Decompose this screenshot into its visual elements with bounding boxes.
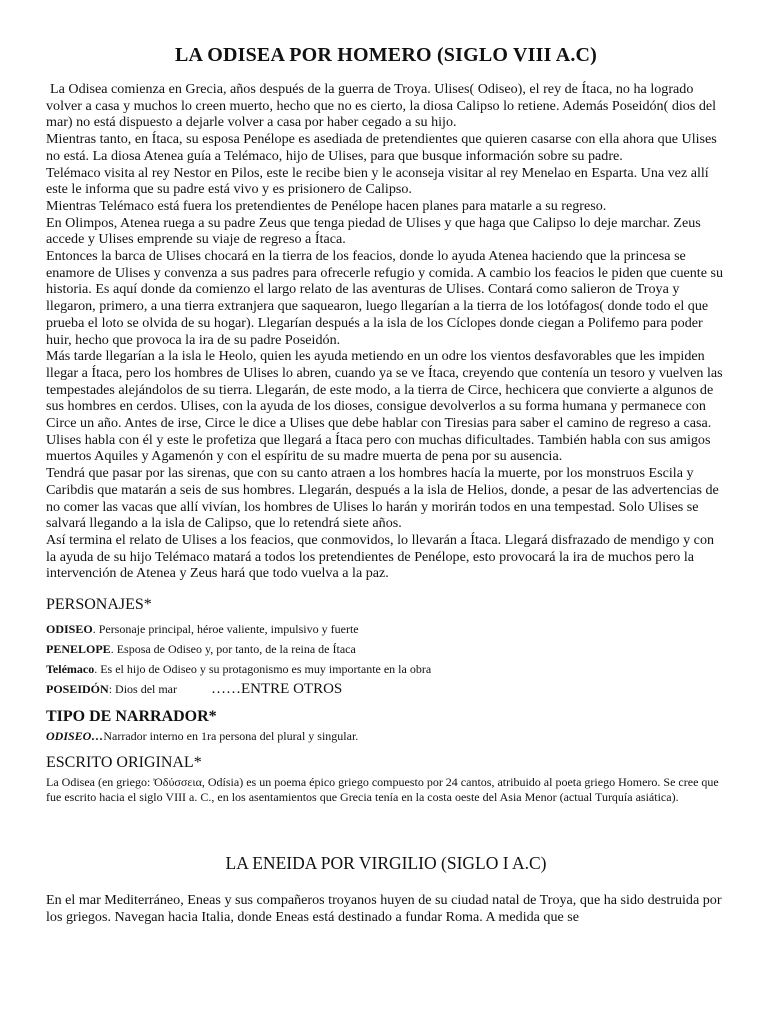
personaje-desc: . Es el hijo de Odiseo y su protagonismo es muy importante en la obra [94, 662, 432, 677]
personaje-item [46, 620, 726, 638]
paragraph: En el mar Mediterráneo, Eneas y sus compañeros troyanos huyen de su ciudad natal de Troya, que ha sido destruida por los griegos. Navegan hacia Italia, donde Eneas está destinado a fundar Roma. A medida que se [46, 892, 722, 925]
paragraph: En Olimpos, Atenea ruega a su padre Zeus que tenga piedad de Ulises y que haga que Calipso lo deje marchar. Zeus accede y Ulises emprende su viaje de regreso a Ítaca. [46, 214, 701, 248]
personajes-list [46, 620, 726, 698]
personaje-desc: : Dios del mar [108, 682, 178, 697]
paragraph: Mientras Telémaco está fuera los pretendientes de Penélope hacen planes para matarle a su regreso. [46, 197, 607, 214]
personaje-item [46, 680, 726, 698]
paragraph: Mientras tanto, en Ítaca, su esposa Penélope es asediada de pretendientes que quieren casarse con ella ahora que Ulises no está. La diosa Atenea guía a Telémaco, hijo de Ulises, para que busque información sobre su padre. [46, 131, 717, 164]
personaje-name: POSEIDÓN [46, 682, 109, 697]
personaje-name: PENELOPE [46, 642, 111, 657]
narrador-name: ODISEO… [46, 729, 104, 744]
paragraph: Telémaco visita al rey Nestor en Pilos, este le recibe bien y le aconseja visitar al rey Menelao en Esparta. Una vez allí este le informa que su padre está vivo y es prisionero de Calipso. [46, 164, 709, 198]
page-title: LA ODISEA POR HOMERO (SIGLO VIII A.C) [174, 44, 598, 66]
eneida-summary [46, 892, 726, 925]
paragraph: Más tarde llegarían a la isla le Heolo, quien les ayuda metiendo en un odre los vientos desfavorables que les impiden llegar a Ítaca, pero los hombres de Ulises lo abren, cuando ya se ve Ítaca, creyendo que contenía un tesoro y vuelven las tempestades alejándolos de su tierra. Llegarán, de este modo, a la tierra de Circe, hechicera que convierte a algunos de sus hombres en cerdos. Ulises, con la ayuda de los dioses, consigue devolverlos a su forma humana y permanece con Circe un año. Antes de irse, Circe le dice a Ulises que debe hablar con Tiresias para saber el camino de regreso a casa. Ulises habla con él y este le profetiza que llegará a Ítaca pero con muchas dificultades. También habla con sus amigos muertos Aquiles y Agamenón y con el espíritu de su madre muerta de pena por su ausencia. [46, 348, 723, 465]
personajes-heading: PERSONAJES* [46, 596, 152, 614]
personaje-item [46, 640, 726, 658]
personaje-item [46, 660, 726, 678]
narrador-heading: TIPO DE NARRADOR* [46, 708, 217, 726]
escrito-heading: ESCRITO ORIGINAL* [46, 754, 202, 772]
document-page [46, 44, 726, 926]
narrador-desc: Narrador interno en 1ra persona del plural y singular. [103, 729, 359, 744]
entre-otros-note: ……ENTRE OTROS [211, 681, 343, 698]
paragraph: La Odisea comienza en Grecia, años después de la guerra de Troya. Ulises( Odiseo), el rey de Ítaca, no ha logrado volver a casa y muchos lo creen muerto, hecho que no es cierto, la diosa Calipso lo retiene. Además Poseidón( dios del mar) no está dispuesto a dejarle volver a casa por haber cegado a su hijo. [46, 81, 717, 131]
personaje-desc: . Personaje principal, héroe valiente, impulsivo y fuerte [92, 622, 359, 637]
paragraph: Entonces la barca de Ulises chocará en la tierra de los feacios, donde lo ayuda Atenea haciendo que la princesa se enamore de Ulises y convenza a sus padres para ofrecerle refugio y comida. A cambio los feacios le piden que cuente su historia. Es aquí donde da comienzo el largo relato de las aventuras de Ulises. Contará como salieron de Troya y llegaron, primero, a una tierra extranjera que saquearon, luego llegarían a la tierra de los lotófagos( donde todo el que prueba el loto se olvida de su hogar). Llegarían después a la isla de los Cíclopes donde ciegan a Polifemo para poder huir, hecho que provoca la ira de su padre Poseidón. [46, 248, 724, 348]
paragraph: Así termina el relato de Ulises a los feacios, que conmovidos, lo llevarán a Ítaca. Llegará disfrazado de mendigo y con la ayuda de su hijo Telémaco matará a todos los pretendientes de Penélope, esto provocará la ira de muchos pero la intervención de Atenea y Zeus hará que todo vuelva a la paz. [46, 531, 715, 582]
odisea-summary [46, 81, 726, 582]
escrito-text: La Odisea (en griego: Ὀδύσσεια, Odísia) es un poema épico griego compuesto por 24 cantos, atribuido al poeta griego Homero. Se cree que fue escrito hacia el siglo VIII a. C., en los asentamientos que Grecia tenía en la costa oeste del Asia Menor (actual Turquía asiática). [46, 775, 719, 805]
personaje-name: Telémaco [46, 662, 95, 677]
eneida-title: LA ENEIDA POR VIRGILIO (SIGLO I A.C) [225, 853, 547, 874]
personaje-name: ODISEO [46, 622, 93, 637]
personaje-desc: . Esposa de Odiseo y, por tanto, de la reina de Ítaca [110, 642, 356, 657]
paragraph: Tendrá que pasar por las sirenas, que con su canto atraen a los hombres hacía la muerte, por los monstruos Escila y Caribdis que matarán a seis de sus hombres. Llegarán, después a la isla de Helios, donde, a pesar de las advertencias de no comer las vacas que allí vivían, los hombres de Ulises lo harán y morirán todos en una tempestad. Solo Ulises se salvará llegando a la isla de Calipso, que lo retendrá siete años. [46, 465, 719, 532]
narrador-text [46, 729, 726, 744]
